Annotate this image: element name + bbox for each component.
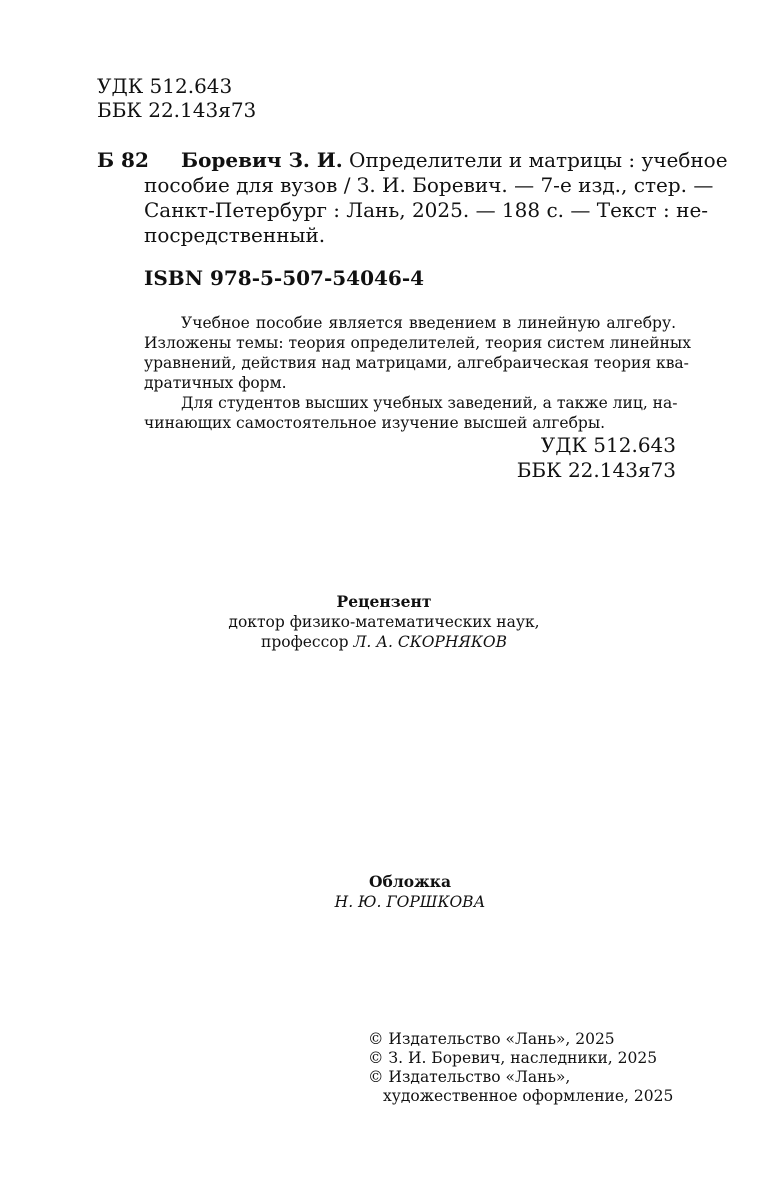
copyright-block xyxy=(368,1030,673,1106)
annotation-line: уравнений, действия над матрицами, алгебраическая теория ква- xyxy=(144,354,689,372)
annotation xyxy=(144,313,691,433)
reviewer-block xyxy=(0,592,768,652)
annotation-line: дратичных форм. xyxy=(144,374,287,392)
copyright-line: © З. И. Боревич, наследники, 2025 xyxy=(368,1049,658,1067)
bibliographic-description xyxy=(144,148,728,248)
copyright-line: © Издательство «Лань», 2025 xyxy=(368,1030,615,1048)
biblio-line-2: пособие для вузов / З. И. Боревич. — 7-е изд., стер. — xyxy=(144,173,714,197)
annotation-line: Для студентов высших учебных заведений, а также лиц, на- xyxy=(181,394,678,412)
reviewer-title: профессор xyxy=(261,633,354,651)
cover-heading: Обложка xyxy=(369,872,451,891)
top-classification-codes xyxy=(97,74,256,122)
copyright-line: художественное оформление, 2025 xyxy=(383,1087,674,1105)
udk-code: УДК 512.643 xyxy=(97,74,233,98)
reviewer-degree: доктор физико-математических наук, xyxy=(228,613,540,631)
annotation-line: Изложены темы: теория определителей, теория систем линейных xyxy=(144,334,691,352)
biblio-line-1 xyxy=(144,148,728,173)
bottom-classification-codes xyxy=(517,433,676,483)
author-mark: Б 82 xyxy=(97,148,149,172)
reviewer-title-line xyxy=(0,632,768,652)
cover-artist-name: Н. Ю. ГОРШКОВА xyxy=(334,893,486,911)
isbn: ISBN 978-5-507-54046-4 xyxy=(144,266,425,290)
copyright-line: © Издательство «Лань», xyxy=(368,1068,571,1086)
biblio-line-3: Санкт-Петербург : Лань, 2025. — 188 с. — Текст : не- xyxy=(144,198,709,222)
author-name: Боревич З. И. xyxy=(181,148,343,172)
udk-code: УДК 512.643 xyxy=(540,433,676,457)
biblio-line-4: посредственный. xyxy=(144,223,326,247)
reviewer-name: Л. А. СКОРНЯКОВ xyxy=(353,633,507,651)
bbk-code: ББК 22.143я73 xyxy=(516,458,676,482)
reviewer-heading: Рецензент xyxy=(336,592,432,611)
biblio-title: Определители и матрицы : учебное xyxy=(342,148,728,172)
annotation-line: Учебное пособие является введением в линейную алгебру. xyxy=(181,314,676,332)
annotation-line: чинающих самостоятельное изучение высшей алгебры. xyxy=(144,414,606,432)
bbk-code: ББК 22.143я73 xyxy=(97,98,257,122)
cover-block xyxy=(0,872,768,912)
